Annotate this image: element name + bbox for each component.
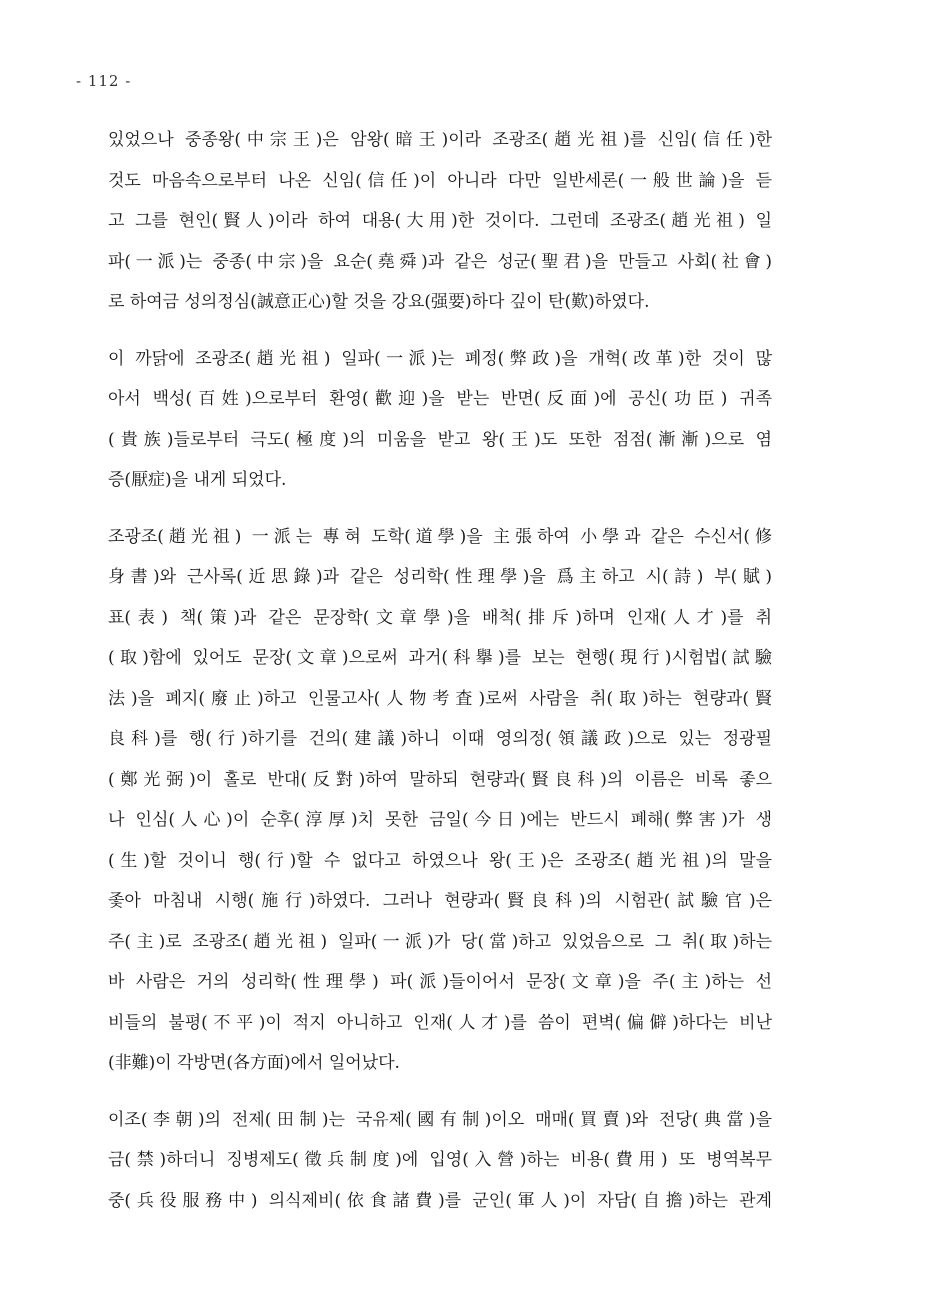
text-line: 조광조(趙光祖) 一派는 專혀 도학(道學)을 主張하여 小學과 같은 수신서(修 [108, 526, 772, 547]
text-line: 증(厭症)을 내게 되었다. [108, 470, 287, 490]
text-line: (鄭光弼)이 홀로 반대(反對)하여 말하되 현량과(賢良科)의 이름은 비록 좋으 [108, 769, 772, 790]
text-line: 비들의 불평(不平)이 적지 아니하고 인재(人才)를 씀이 편벽(偏僻)하다는 비난 [108, 1012, 772, 1033]
page-number: - 112 - [76, 72, 132, 90]
text-line: 나 인심(人心)이 순후(淳厚)치 못한 금일(今日)에는 반드시 폐해(弊害)가 생 [108, 810, 772, 830]
text-line: (取)함에 있어도 문장(文章)으로써 과거(科擧)를 보는 현행(現行)시험법(試驗 [108, 648, 772, 668]
text-line: (非難)이 각방면(各方面)에서 일어났다. [108, 1053, 400, 1073]
text-line: 法)을 폐지(廢止)하고 인물고사(人物考査)로써 사람을 취(取)하는 현량과(賢 [108, 688, 772, 709]
text-line: 있었으나 중종왕(中宗王)은 암왕(暗王)이라 조광조(趙光祖)를 신임(信任)한 [108, 130, 772, 150]
paragraph-4 [108, 1100, 772, 1222]
text-line: 주(主)로 조광조(趙光祖) 일파(一派)가 당(當)하고 있었음으로 그 취(取)하는 [108, 931, 772, 952]
text-line: 고 그를 현인(賢人)이라 하여 대용(大用)한 것이다. 그런데 조광조(趙光祖) 일 [108, 211, 772, 231]
text-line: 좇아 마침내 시행(施行)하였다. 그러나 현량과(賢良科)의 시험관(試驗官)은 [108, 891, 772, 911]
paragraph-1 [108, 120, 772, 323]
body-text [108, 120, 772, 1237]
text-line: 것도 마음속으로부터 나온 신임(信任)이 아니라 다만 일반세론(一般世論)을 듣 [108, 170, 772, 191]
text-line: 중(兵役服務中) 의식제비(依食諸費)를 군인(軍人)이 자담(自擔)하는 관계 [108, 1190, 772, 1211]
text-line: 身書)와 근사록(近思錄)과 같은 성리학(性理學)을 爲主하고 시(詩) 부(賦) [108, 567, 772, 587]
paragraph-3 [108, 517, 772, 1084]
text-line: 아서 백성(百姓)으로부터 환영(歡迎)을 받는 반면(反面)에 공신(功臣) 귀족 [108, 389, 772, 409]
text-line: 이조(李朝)의 전제(田制)는 국유제(國有制)이오 매매(買賣)와 전당(典當)을 [108, 1109, 772, 1130]
text-line: (生)할 것이니 행(行)할 수 없다고 하였으나 왕(王)은 조광조(趙光祖)의 말을 [108, 850, 772, 871]
text-line: 이 까닭에 조광조(趙光祖) 일파(一派)는 폐정(弊政)을 개혁(改革)한 것이 많 [108, 348, 772, 369]
text-line: 바 사람은 거의 성리학(性理學) 파(派)들이어서 문장(文章)을 주(主)하는 선 [108, 972, 772, 992]
text-line: 파(一派)는 중종(中宗)을 요순(堯舜)과 같은 성군(聖君)을 만들고 사회(社會) [108, 251, 772, 272]
text-line: 로 하여금 성의정심(誠意正心)할 것을 강요(强要)하다 깊이 탄(歎)하였다. [108, 292, 650, 312]
text-line: 良科)를 행(行)하기를 건의(建議)하니 이때 영의정(領議政)으로 있는 정광필 [108, 729, 772, 749]
text-line: 표(表) 책(策)과 같은 문장학(文章學)을 배척(排斥)하며 인재(人才)를 취 [108, 607, 772, 628]
paragraph-2 [108, 339, 772, 501]
text-line: (貴族)들로부터 극도(極度)의 미움을 받고 왕(王)도 또한 점점(漸漸)으로 염 [108, 429, 772, 450]
text-line: 금(禁)하더니 징병제도(徵兵制度)에 입영(入營)하는 비용(費用) 또 병역복무 [108, 1150, 772, 1170]
